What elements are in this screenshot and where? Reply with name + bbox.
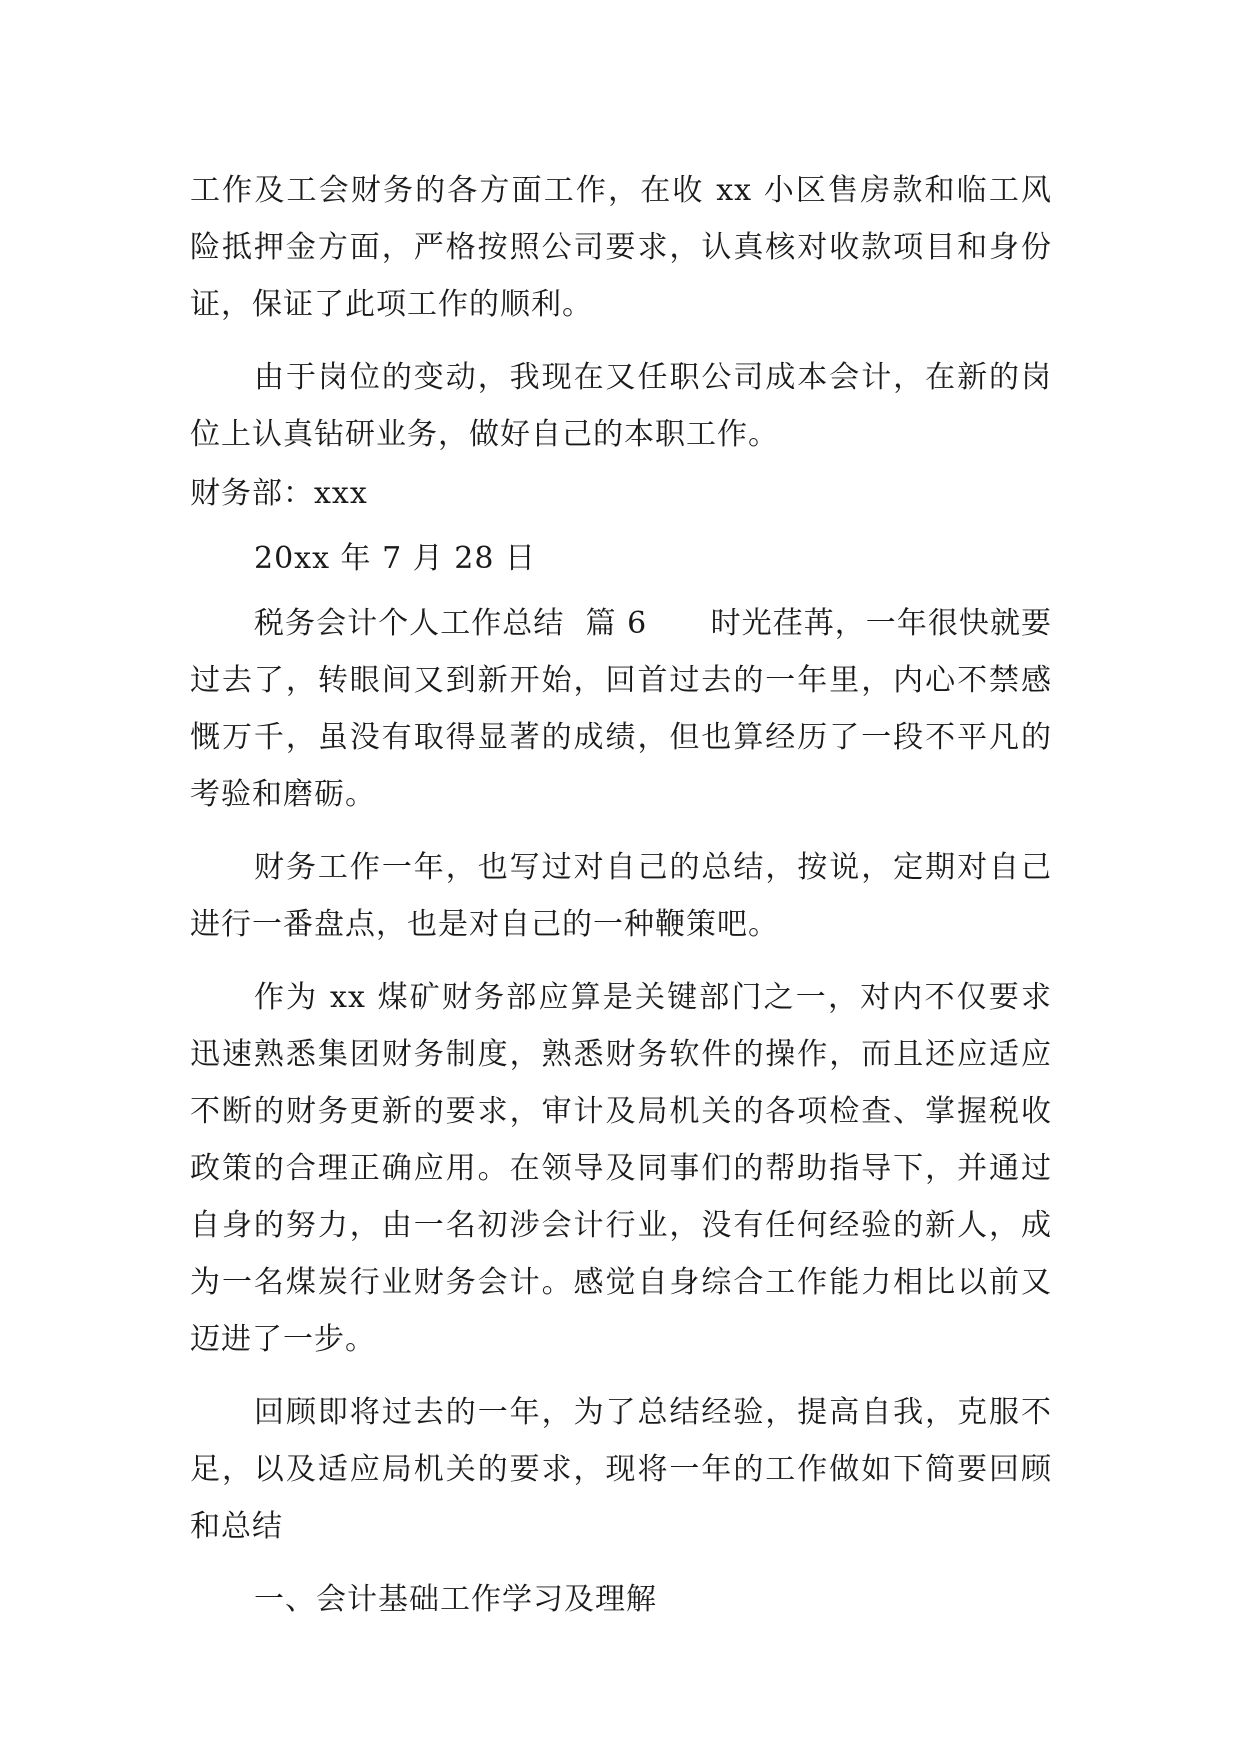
paragraph-department-role: 作为 xx 煤矿财务部应算是关键部门之一，对内不仅要求迅速熟悉集团财务制度，熟悉财务软件的操作，而且还应适应不断的财务更新的要求，审计及局机关的各项检查、掌握税收政策的合理正确应用。在领导及同事们的帮助指导下，并通过自身的努力，由一名初涉会计行业，没有任何经验的新人，成为一名煤炭行业财务会计。感觉自身综合工作能力相比以前又迈进了一步。: [190, 980, 1052, 1357]
document-body: [190, 162, 1052, 1628]
paragraph-year-review: 回顾即将过去的一年，为了总结经验，提高自我，克服不足，以及适应局机关的要求，现将一年的工作做如下简要回顾和总结: [190, 1395, 1052, 1544]
signature-date: 20xx 年 7 月 28 日: [254, 541, 536, 576]
paragraph-position-change: 由于岗位的变动，我现在又任职公司成本会计，在新的岗位上认真钻研业务，做好自己的本职工作。: [190, 360, 1052, 452]
signature-department: 财务部：xxx: [190, 476, 368, 511]
paragraph-continuation: 工作及工会财务的各方面工作，在收 xx 小区售房款和临工风险抵押金方面，严格按照公司要求，认真核对收款项目和身份证，保证了此项工作的顺利。: [190, 173, 1052, 322]
section-heading: 一、会计基础工作学习及理解: [254, 1582, 657, 1617]
paragraph-section-6-intro: 税务会计个人工作总结 篇 6 时光荏苒，一年很快就要过去了，转眼间又到新开始，回首过去的一年里，内心不禁感慨万千，虽没有取得显著的成绩，但也算经历了一段不平凡的考验和磨砺。: [190, 606, 1052, 812]
paragraph-self-review: 财务工作一年，也写过对自己的总结，按说，定期对自己进行一番盘点，也是对自己的一种鞭策吧。: [190, 850, 1052, 942]
